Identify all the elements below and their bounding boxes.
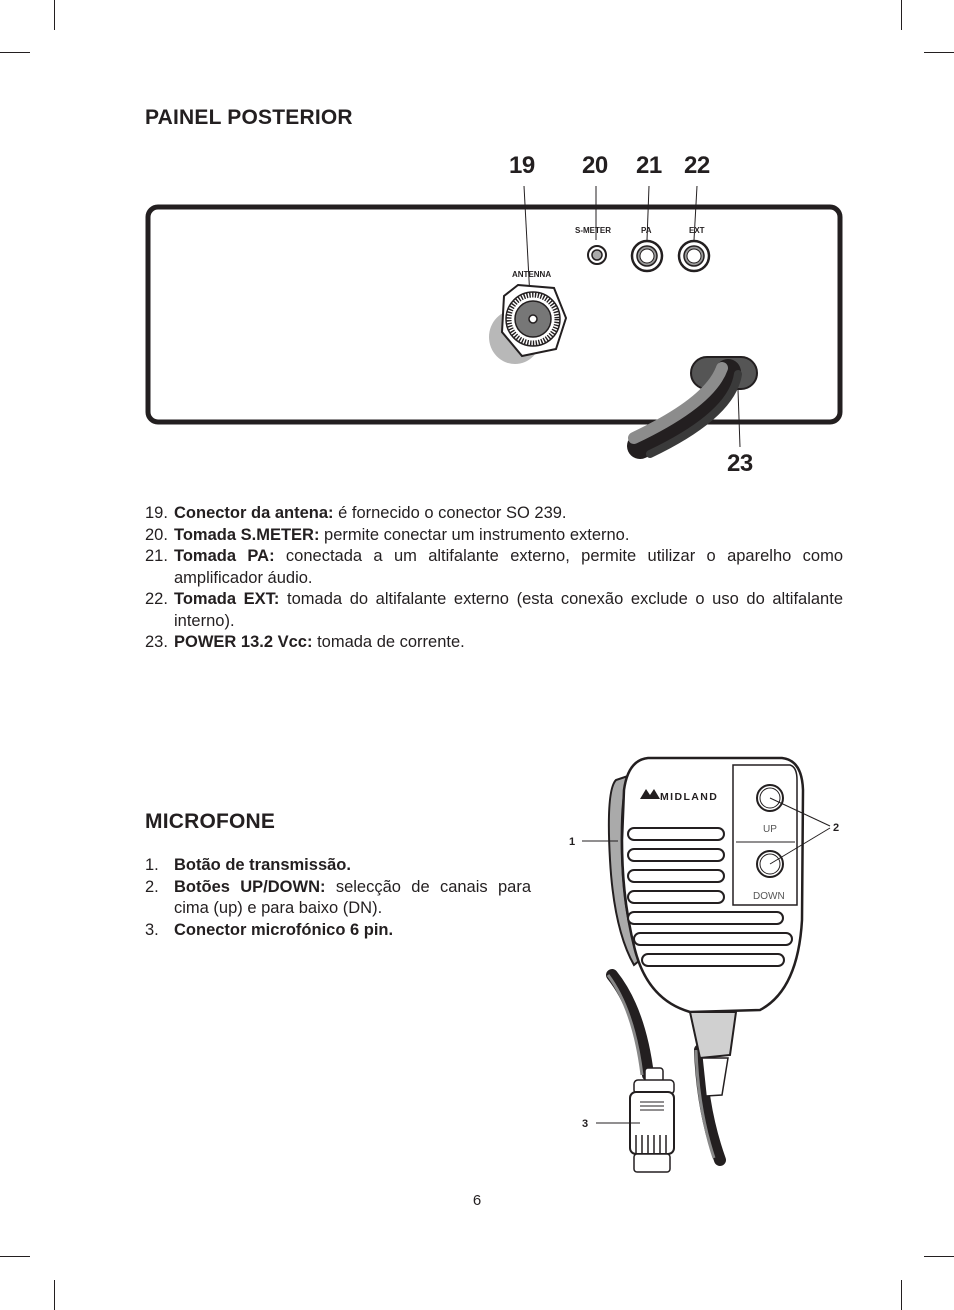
callout-21: 21: [636, 152, 662, 179]
down-button-label: DOWN: [753, 891, 785, 902]
list-item: [145, 632, 843, 654]
up-button-label: UP: [763, 824, 777, 835]
callout-19: 19: [509, 152, 535, 179]
item-number: 19.: [145, 504, 168, 522]
antenna-label: ANTENNA: [512, 270, 552, 279]
callout-22: 22: [684, 152, 710, 179]
list-item: [145, 525, 843, 547]
item-number: 23.: [145, 633, 168, 651]
item-term: Tomada PA:: [174, 547, 275, 565]
list-item: [145, 546, 843, 589]
item-number: 3.: [145, 920, 159, 939]
list-item: [145, 589, 843, 632]
item-number: 1.: [145, 856, 159, 874]
smeter-label: S-METER: [575, 226, 611, 235]
item-text: tomada do altifalante externo (esta conexão exclude o uso do altifalante interno).: [174, 590, 843, 630]
callout-mic-3: 3: [582, 1118, 589, 1130]
page-number: 6: [472, 1192, 482, 1209]
rear-panel-diagram: [0, 0, 954, 500]
item-term: Botões UP/DOWN:: [174, 877, 326, 896]
item-text: selecção de canais para cima (up) e para baixo (DN).: [174, 877, 532, 917]
smeter-jack: [588, 246, 606, 264]
callout-mic-1: 1: [569, 836, 576, 848]
item-number: 22.: [145, 590, 168, 608]
brand-wordmark: MIDLAND: [660, 791, 719, 803]
item-number: 21.: [145, 547, 168, 565]
ext-label: EXT: [689, 226, 705, 235]
section-title-microphone: MICROFONE: [145, 810, 276, 833]
microphone-diagram: [0, 740, 954, 1190]
item-number: 2.: [145, 877, 159, 896]
section-title-rear-panel: PAINEL POSTERIOR: [145, 106, 353, 129]
item-term: Botão de transmissão.: [174, 856, 351, 874]
item-term: Conector da antena:: [174, 504, 334, 522]
six-pin-connector: [630, 1068, 674, 1172]
crop-mark: [54, 1280, 55, 1310]
item-text: tomada de corrente.: [312, 633, 465, 651]
list-item: [145, 503, 843, 525]
callout-mic-2: 2: [833, 822, 840, 834]
rear-panel-description-list: [145, 503, 843, 654]
item-term: Tomada EXT:: [174, 590, 280, 608]
item-text: permite conectar um instrumento externo.: [319, 525, 630, 544]
pa-jack: [632, 241, 662, 271]
crop-mark: [0, 1256, 30, 1257]
crop-mark: [924, 1256, 954, 1257]
callout-20: 20: [582, 152, 608, 179]
pa-label: PA: [641, 226, 652, 235]
item-text: conectada a um altifalante externo, permite utilizar o aparelho como amplificador áudio.: [174, 547, 843, 587]
ext-jack: [679, 241, 709, 271]
item-text: é fornecido o conector SO 239.: [333, 504, 567, 522]
callout-23: 23: [727, 450, 753, 477]
crop-mark: [901, 1280, 902, 1310]
item-number: 20.: [145, 525, 168, 544]
item-term: Tomada S.METER:: [174, 525, 320, 544]
item-term: Conector microfónico 6 pin.: [174, 920, 394, 939]
item-term: POWER 13.2 Vcc:: [174, 633, 313, 651]
strain-relief-lower: [702, 1058, 728, 1096]
